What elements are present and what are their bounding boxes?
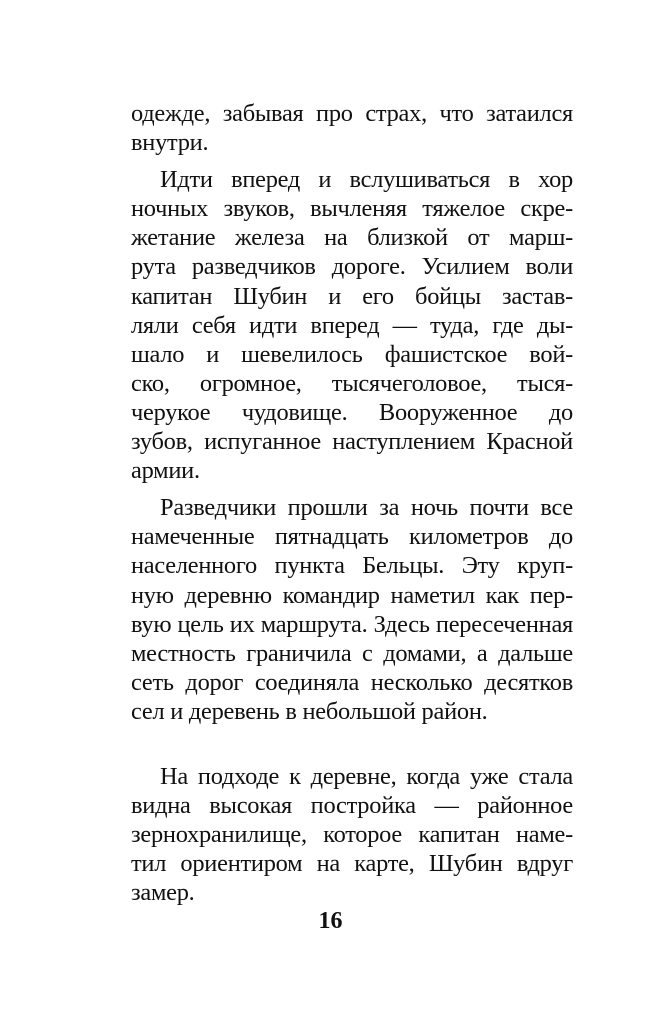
text-line: вую цель их маршрута. Здесь пересеченная (131, 610, 573, 638)
text-line: шало и шевелилось фашистское вой- (131, 340, 573, 368)
text-line: внутри. (131, 129, 209, 157)
text-line: ную деревню командир наметил как пер- (131, 581, 573, 609)
text-line: намеченные пятнадцать километров до (131, 523, 573, 551)
paragraph-3 (131, 493, 573, 726)
text-line: видна высокая постройка — районное (131, 792, 573, 820)
paragraph-2 (131, 165, 573, 485)
text-line: сел и деревень в небольшой район. (131, 697, 488, 725)
text-line: армии. (131, 457, 200, 485)
text-line: капитан Шубин и его бойцы застав- (131, 282, 573, 310)
text-line: ночных звуков, вычленяя тяжелое скре- (131, 195, 573, 223)
text-line: замер. (131, 879, 195, 907)
body-text (131, 99, 573, 907)
page-number: 16 (318, 908, 343, 934)
text-line: одежде, забывая про страх, что затаился (131, 100, 573, 127)
paragraph-1 (131, 99, 573, 157)
text-line: сеть дорог соединяла несколько десятков (131, 668, 573, 696)
text-line: ско, огромное, тысячеголовое, тыся- (131, 369, 573, 397)
text-line: тил ориентиром на карте, Шубин вдруг (131, 850, 573, 878)
text-line: черукое чудовище. Вооруженное до (131, 398, 573, 426)
text-line: местность граничила с домами, а дальше (131, 639, 573, 667)
text-line: Идти вперед и вслушиваться в хор (160, 166, 573, 194)
text-line: ляли себя идти вперед — туда, где ды- (131, 311, 573, 339)
text-line: На подходе к деревне, когда уже стала (160, 762, 573, 790)
text-line: населенного пункта Бельцы. Эту круп- (131, 552, 573, 580)
text-line: зубов, испуганное наступлением Красной (131, 428, 573, 456)
text-line: зернохранилище, которое капитан наме- (131, 821, 573, 849)
text-line: жетание железа на близкой от марш- (131, 224, 573, 252)
text-line: Разведчики прошли за ночь почти все (160, 494, 573, 522)
paragraph-4 (131, 762, 573, 907)
text-line: рута разведчиков дороге. Усилием воли (131, 253, 573, 281)
